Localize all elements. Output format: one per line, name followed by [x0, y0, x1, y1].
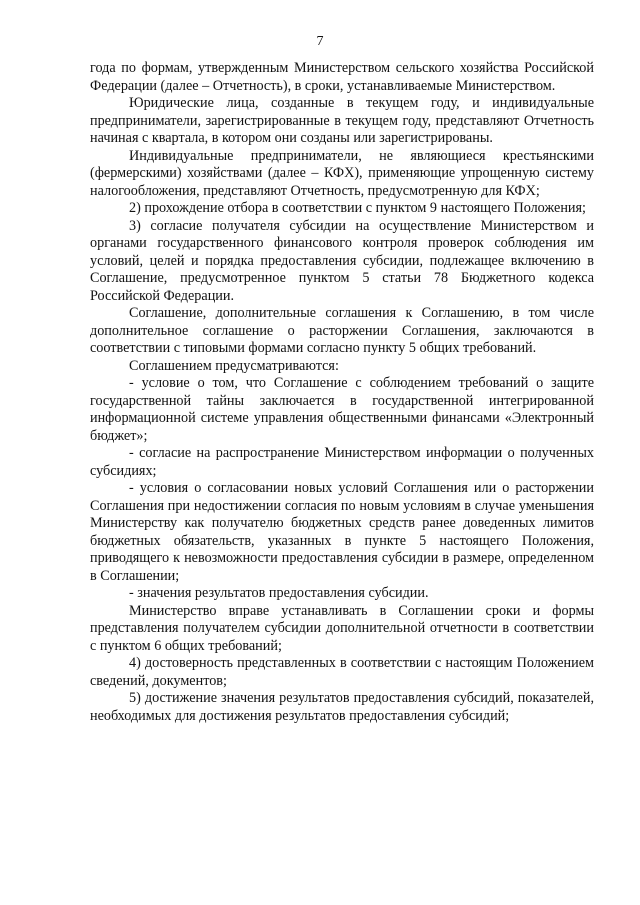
paragraph-agreement-provides: Соглашением предусматриваются:: [129, 357, 339, 374]
bullet-information-consent: - согласие на распространение Министерством информации о полученных субсидиях;: [90, 445, 594, 479]
document-body: [90, 60, 594, 725]
paragraph-continuation: года по формам, утвержденным Министерством сельского хозяйства Российской Федерации (далее – Отчетность), в сроки, устанавливаемые Министерством.: [90, 60, 594, 94]
paragraph-individual-entrepreneurs: Индивидуальные предприниматели, не являющиеся крестьянскими (фермерскими) хозяйствами (далее – КФХ), применяющие упрощенную систему налогообложения, представляют Отчетность, предусмотренную для КФХ;: [90, 147, 594, 199]
bullet-result-values: - значения результатов предоставления субсидии.: [129, 585, 429, 601]
page-number: 7: [316, 34, 324, 49]
list-item-5-achievement: 5) достижение значения результатов предоставления субсидий, показателей, необходимых для достижения результатов предоставления субсидий;: [90, 690, 594, 724]
list-item-2-selection: 2) прохождение отбора в соответствии с пунктом 9 настоящего Положения;: [129, 200, 586, 216]
bullet-new-conditions: - условия о согласовании новых условий Соглашения или о расторжении Соглашения при недостижении согласия по новым условиям в случае уменьшения Министерству как получателю бюджетных средств ранее доведенных лимитов бюджетных обязательств, указанных в пункте 5 настоящего Положения, приводящего к невозможности предоставления субсидии в размере, определенном в Соглашении;: [90, 480, 594, 584]
paragraph-new-entities: Юридические лица, созданные в текущем году, и индивидуальные предприниматели, зарегистрированные в текущем году, представляют Отчетность начиная с квартала, в котором они созданы или зарегистрированы.: [90, 95, 594, 146]
paragraph-additional-reporting: Министерство вправе устанавливать в Соглашении сроки и формы представления получателем субсидии дополнительной отчетности в соответствии с пунктом 6 общих требований;: [90, 602, 594, 654]
list-item-4-reliability: 4) достоверность представленных в соответствии с настоящим Положением сведений, документов;: [90, 655, 594, 689]
paragraph-agreement-forms: Соглашение, дополнительные соглашения к Соглашению, в том числе дополнительное соглашение о расторжении Соглашения, заключаются в соответствии с типовыми формами согласно пункту 5 общих требований.: [90, 305, 594, 356]
bullet-state-secret: - условие о том, что Соглашение с соблюдением требований о защите государственной тайны заключается в государственной интегрированной информационной системе управления общественными финансами «Электронный бюджет»;: [90, 375, 594, 444]
list-item-3-consent: 3) согласие получателя субсидии на осуществление Министерством и органами государственного финансового контроля проверок соблюдения им условий, целей и порядка предоставления субсидии, подлежащее включению в Соглашение, предусмотренное пунктом 5 статьи 78 Бюджетного кодекса Российской Федерации.: [90, 217, 594, 304]
